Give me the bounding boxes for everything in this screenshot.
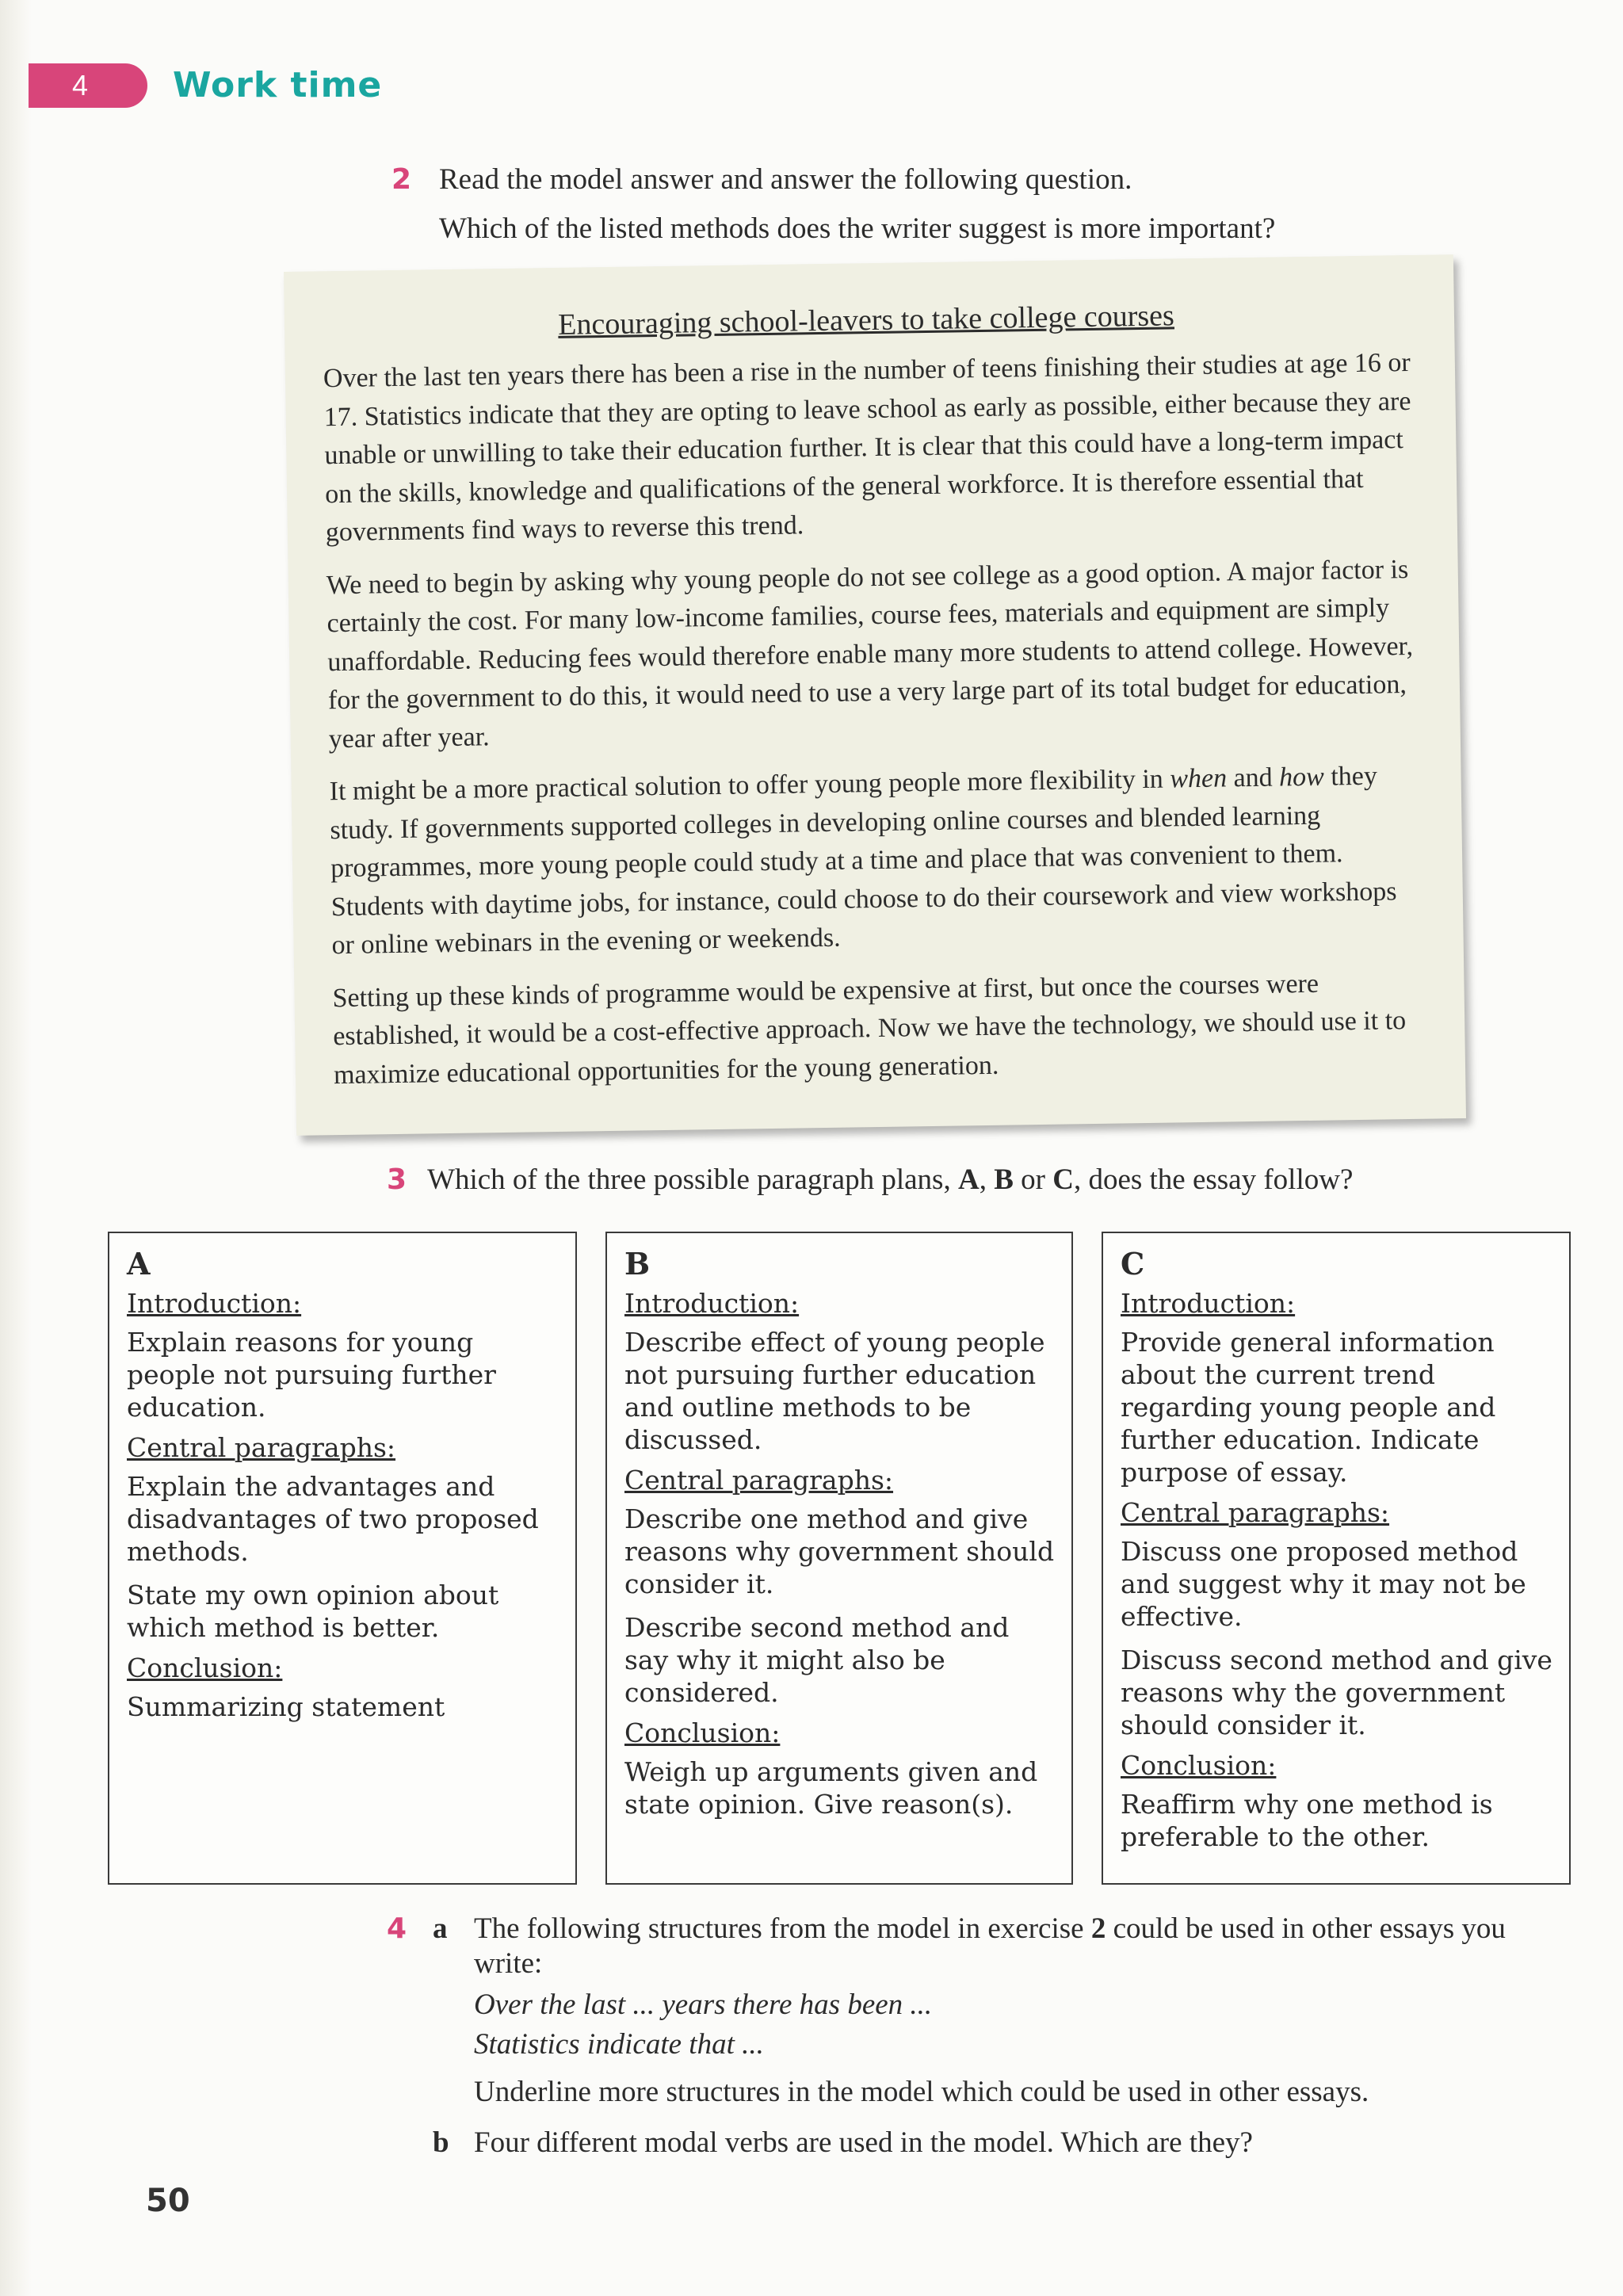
essay-word-when: when bbox=[1170, 763, 1228, 794]
plan-b-central-item-2: Describe second method and say why it might also be considered. bbox=[624, 1612, 1010, 1708]
plan-a-conclusion-heading: Conclusion: bbox=[127, 1652, 283, 1683]
exercise-4b-label: b bbox=[433, 2126, 449, 2159]
exercise-2-number: 2 bbox=[391, 163, 412, 196]
exercise-4a-reference: 2 bbox=[1090, 1912, 1106, 1945]
exercise-2-question: Which of the listed methods does the writer suggest is more important? bbox=[439, 212, 1276, 245]
plan-a-central-item-1: Explain the advantages and disadvantages of two proposed methods. bbox=[127, 1471, 539, 1567]
exercise-3-text-start: Which of the three possible paragraph plans, bbox=[427, 1163, 958, 1196]
essay-title: Encouraging school-leavers to take college courses bbox=[557, 299, 1175, 342]
exercise-3-option-a: A bbox=[957, 1163, 980, 1196]
plan-c-intro-text: Provide general information about the current trend regarding young people and further education. Indicate purpose of essay. bbox=[1121, 1327, 1496, 1488]
essay-paragraph-2: We need to begin by asking why young people do not see college as a good option. A major factor is certainly the cost. For many low-income families, course fees, materials and equipment are simply unaffordable. Reducing fees would therefore enable many more students to attend college. However, for the government to do this, it would need to use a very large part of its total budget for education, year after year. bbox=[326, 554, 1414, 754]
plan-c-letter: C bbox=[1121, 1246, 1145, 1282]
exercise-4a-text-end: could be used in other essays you write: bbox=[474, 1912, 1506, 1980]
plan-a-conclusion-text: Summarizing statement bbox=[127, 1691, 445, 1722]
plan-a bbox=[108, 1232, 577, 1885]
section-title: Work time bbox=[173, 65, 383, 105]
exercise-2-instruction: Read the model answer and answer the following question. bbox=[439, 163, 1132, 196]
page-binding-edge bbox=[0, 0, 32, 2296]
exercise-4a-structure-2: Statistics indicate that ... bbox=[474, 2028, 764, 2061]
plan-c-intro-heading: Introduction: bbox=[1121, 1288, 1296, 1319]
plan-a-letter: A bbox=[127, 1246, 151, 1282]
model-answer-box bbox=[284, 254, 1466, 1136]
plan-c-conclusion-heading: Conclusion: bbox=[1121, 1750, 1277, 1781]
unit-number: 4 bbox=[71, 69, 89, 101]
exercise-4a-label: a bbox=[433, 1912, 448, 1945]
exercise-3-or: or bbox=[1013, 1163, 1053, 1196]
exercise-3 bbox=[387, 1159, 1496, 1201]
plan-a-central-item-2: State my own opinion about which method is better. bbox=[127, 1580, 499, 1643]
plan-c-central-item-2: Discuss second method and give reasons why the government should consider it. bbox=[1121, 1645, 1552, 1740]
exercise-3-number: 3 bbox=[387, 1163, 407, 1196]
plan-a-central-heading: Central paragraphs: bbox=[127, 1432, 396, 1463]
exercise-4a-text-start: The following structures from the model in exercise bbox=[474, 1912, 1091, 1945]
exercise-4 bbox=[387, 1912, 1544, 2160]
exercise-3-option-b: B bbox=[994, 1163, 1014, 1196]
paragraph-plans bbox=[108, 1232, 1574, 1885]
plan-c-central-item-1: Discuss one proposed method and suggest why it may not be effective. bbox=[1121, 1536, 1526, 1632]
page-number: 50 bbox=[146, 2183, 190, 2219]
exercise-4-number: 4 bbox=[387, 1912, 407, 1945]
essay-paragraph-3-start: It might be a more practical solution to offer young people more flexibility in bbox=[329, 764, 1170, 807]
essay-paragraph-1: Over the last ten years there has been a rise in the number of teens finishing their studies at age 16 or 17. Statistics indicate that they are opting to leave school as early as possible, either because they are unable or unwilling to take their education further. It is clear that this could have a long-term impact on the skills, knowledge and qualifications of the general workforce. It is therefore essential that governments find ways to reverse this trend. bbox=[323, 347, 1411, 548]
exercise-4a-instruction: Underline more structures in the model which could be used in other essays. bbox=[474, 2076, 1369, 2108]
plan-a-intro-heading: Introduction: bbox=[127, 1288, 302, 1319]
plan-b bbox=[605, 1232, 1073, 1885]
plan-c bbox=[1102, 1232, 1571, 1885]
plan-b-conclusion-heading: Conclusion: bbox=[624, 1717, 781, 1748]
plan-b-central-item-1: Describe one method and give reasons why government should consider it. bbox=[624, 1503, 1055, 1599]
unit-number-tab bbox=[29, 63, 147, 108]
exercise-2 bbox=[391, 155, 1485, 254]
essay-paragraph-4: Setting up these kinds of programme would be expensive at first, but once the courses were established, it would be a cost-effective approach. Now we have the technology, we should use it to maximize educational opportunities for the young generation. bbox=[332, 968, 1407, 1090]
plan-b-central-heading: Central paragraphs: bbox=[624, 1465, 894, 1496]
plan-b-letter: B bbox=[624, 1246, 651, 1282]
exercise-3-comma: , bbox=[979, 1163, 995, 1196]
plan-c-central-heading: Central paragraphs: bbox=[1121, 1497, 1390, 1528]
exercise-3-option-c: C bbox=[1052, 1163, 1074, 1196]
exercise-4a-structure-1: Over the last ... years there has been ... bbox=[474, 1988, 933, 2021]
essay-paragraph-3-rest: they study. If governments supported colleges in developing online courses and blended learning programmes, more young people could study at a time and place that was convenient to them. Students with daytime jobs, for instance, could choose to do their coursework and view workshops or online webinars in the evening or weekends. bbox=[330, 761, 1397, 961]
plan-a-intro-text: Explain reasons for young people not pursuing further education. bbox=[127, 1327, 496, 1423]
exercise-4b-text: Four different modal verbs are used in the model. Which are they? bbox=[474, 2126, 1253, 2159]
essay-word-and: and bbox=[1226, 762, 1280, 793]
exercise-3-text-end: , does the essay follow? bbox=[1073, 1163, 1354, 1196]
plan-c-conclusion-text: Reaffirm why one method is preferable to the other. bbox=[1121, 1789, 1493, 1852]
exercise-4a-text bbox=[474, 1912, 1544, 1981]
plan-b-conclusion-text: Weigh up arguments given and state opinion. Give reason(s). bbox=[624, 1756, 1038, 1820]
essay-paragraph-3 bbox=[329, 757, 1419, 965]
plan-b-intro-text: Describe effect of young people not pursuing further education and outline methods to be discussed. bbox=[624, 1327, 1045, 1455]
essay-word-how: how bbox=[1278, 762, 1325, 793]
exercise-4b bbox=[387, 2126, 1544, 2160]
plan-b-intro-heading: Introduction: bbox=[624, 1288, 800, 1319]
